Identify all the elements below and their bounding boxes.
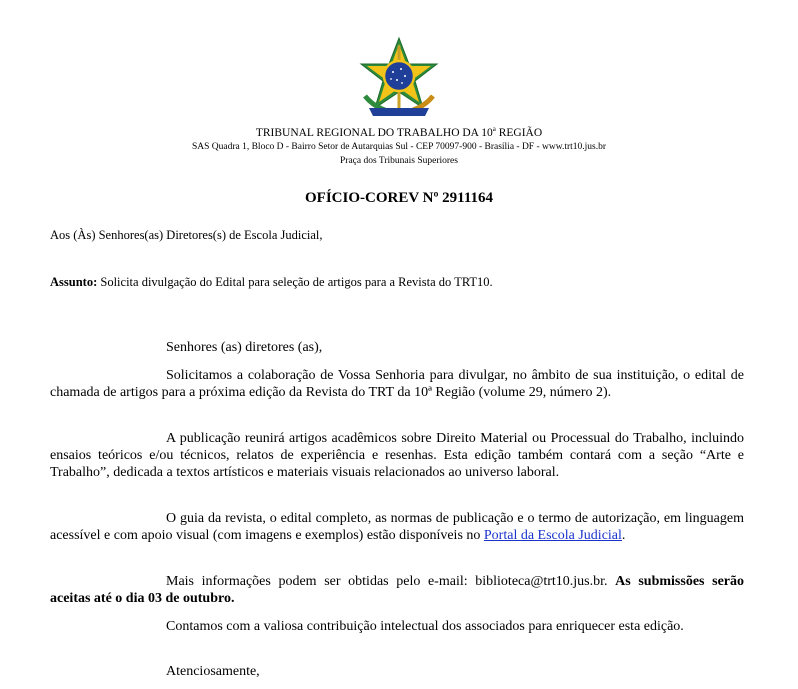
coat-of-arms-emblem (355, 36, 443, 120)
subject-line (50, 275, 493, 290)
emblem-sky-circle (384, 61, 414, 91)
organization-address-line2: Praça dos Tribunais Superiores (340, 156, 458, 166)
paragraph-2: A publicação reunirá artigos acadêmicos sobre Direito Material ou Processual do Trabalho, incluindo ensaios teóricos e/ou técnicos, relatos de experiência e resenhas. Esta edição também contará com a seção “Arte e Trabalho”, dedicada a textos artísticos e materiais visuais relacionados ao universo laboral. (50, 431, 744, 480)
emblem-ribbon (369, 108, 429, 116)
paragraph-3: O guia da revista, o edital completo, as normas de publicação e o termo de autorização, em linguagem acessível e com apoio visual (com imagens e exemplos) estão disponíveis no Portal da Escola Judicial. (50, 511, 744, 543)
organization-name: TRIBUNAL REGIONAL DO TRABALHO DA 10$^a$ REGIÃO (255, 125, 543, 139)
portal-escola-judicial-link[interactable]: Portal da Escola Judicial (483, 528, 622, 543)
closing: Atenciosamente, (166, 664, 260, 679)
subject-label: Assunto: (50, 275, 98, 289)
paragraph-1: Solicitamos a colaboração de Vossa Senhoria para divulgar, no âmbito de sua instituição, o edital de chamada de artigos para a próxima edição da Revista do TRT da 10ª Região (volume 29, número 2). (50, 368, 744, 400)
subject-text: Solicita divulgação do Edital para seleção de artigos para a Revista do TRT10. (97, 275, 493, 289)
salutation: Senhores (as) diretores (as), (166, 340, 323, 355)
addressee-line: Aos (Às) Senhores(as) Diretores(s) de Escola Judicial, (50, 228, 323, 242)
paragraph-5: Contamos com a valiosa contribuição intelectual dos associados para enriquecer esta edição. (166, 619, 684, 634)
organization-address: SAS Quadra 1, Bloco D - Bairro Setor de Autarquias Sul - CEP 70097-900 - Brasília - DF - www.trt10.jus.br (191, 142, 607, 152)
paragraph-4: Mais informações podem ser obtidas pelo e-mail: biblioteca@trt10.jus.br. As submissões serão aceitas até o dia 03 de outubro. (50, 574, 744, 606)
document-title: OFÍCIO-COREV Nº 2911164 (304, 190, 494, 206)
deadline-text: As submissões serão aceitas até o dia 03 de outubro. (50, 574, 744, 606)
